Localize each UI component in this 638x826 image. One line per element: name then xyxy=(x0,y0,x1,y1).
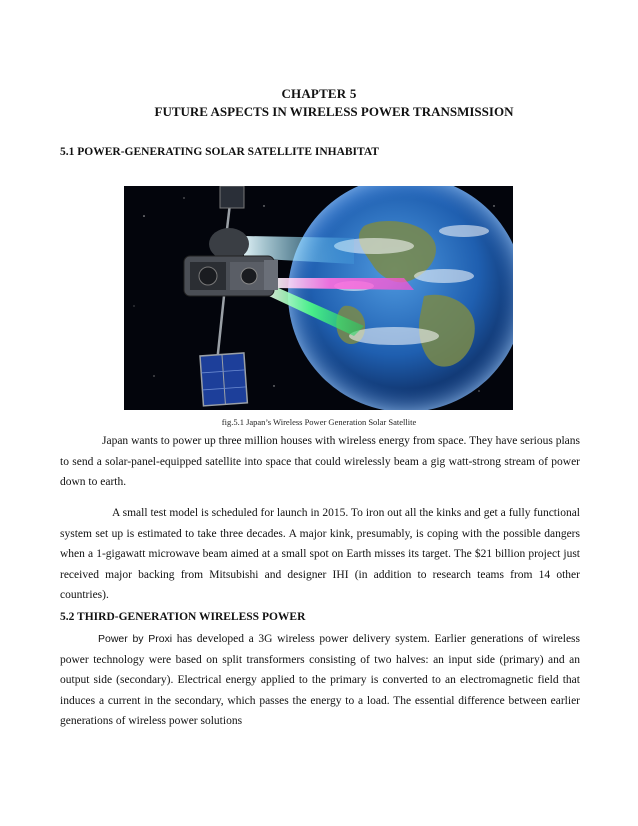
chapter-number: CHAPTER 5 xyxy=(281,86,357,101)
satellite-earth-image xyxy=(124,186,513,410)
chapter-title: FUTURE ASPECTS IN WIRELESS POWER TRANSMISSION xyxy=(154,104,514,119)
section-heading-5-2: 5.2 THIRD-GENERATION WIRELESS POWER xyxy=(60,611,306,623)
paragraph-2 xyxy=(60,503,580,606)
paragraph-1-text: Japan wants to power up three million houses with wireless energy from space. They have serious plans to send a solar-panel-equipped satellite into space that could wirelessly beam a gig watt-strong stream of power down to earth. xyxy=(60,435,580,488)
company-name: Power by Proxi xyxy=(98,633,173,645)
figure-caption: fig.5.1 Japan’s Wireless Power Generation Solar Satellite xyxy=(221,417,417,427)
satellite-figure xyxy=(124,186,513,410)
paragraph-3 xyxy=(60,629,580,732)
paragraph-2-text: A small test model is scheduled for launch in 2015. To iron out all the kinks and get a fully functional system set up is estimated to take three decades. A major kink, presumably, is coping with the possible dangers when a 1-gigawatt microwave beam aimed at a small spot on Earth misses its target. The $21 billion project just received major backing from Mitsubishi and designer IHI (in addition to research teams from 14 other countries). xyxy=(60,507,580,601)
paragraph-3-text: has developed a 3G wireless power delivery system. Earlier generations of wireless power technology were based on split transformers consisting of two halves: an input side (primary) and an output side (secondary). Electrical energy applied to the primary is converted to an electromagnetic field that induces a current in the secondary, which passes the energy to a load. The essential difference between earlier generations of wireless power solutions xyxy=(60,633,581,727)
paragraph-1 xyxy=(60,431,580,493)
section-heading-5-1: 5.1 POWER-GENERATING SOLAR SATELLITE INHABITAT xyxy=(60,146,379,158)
